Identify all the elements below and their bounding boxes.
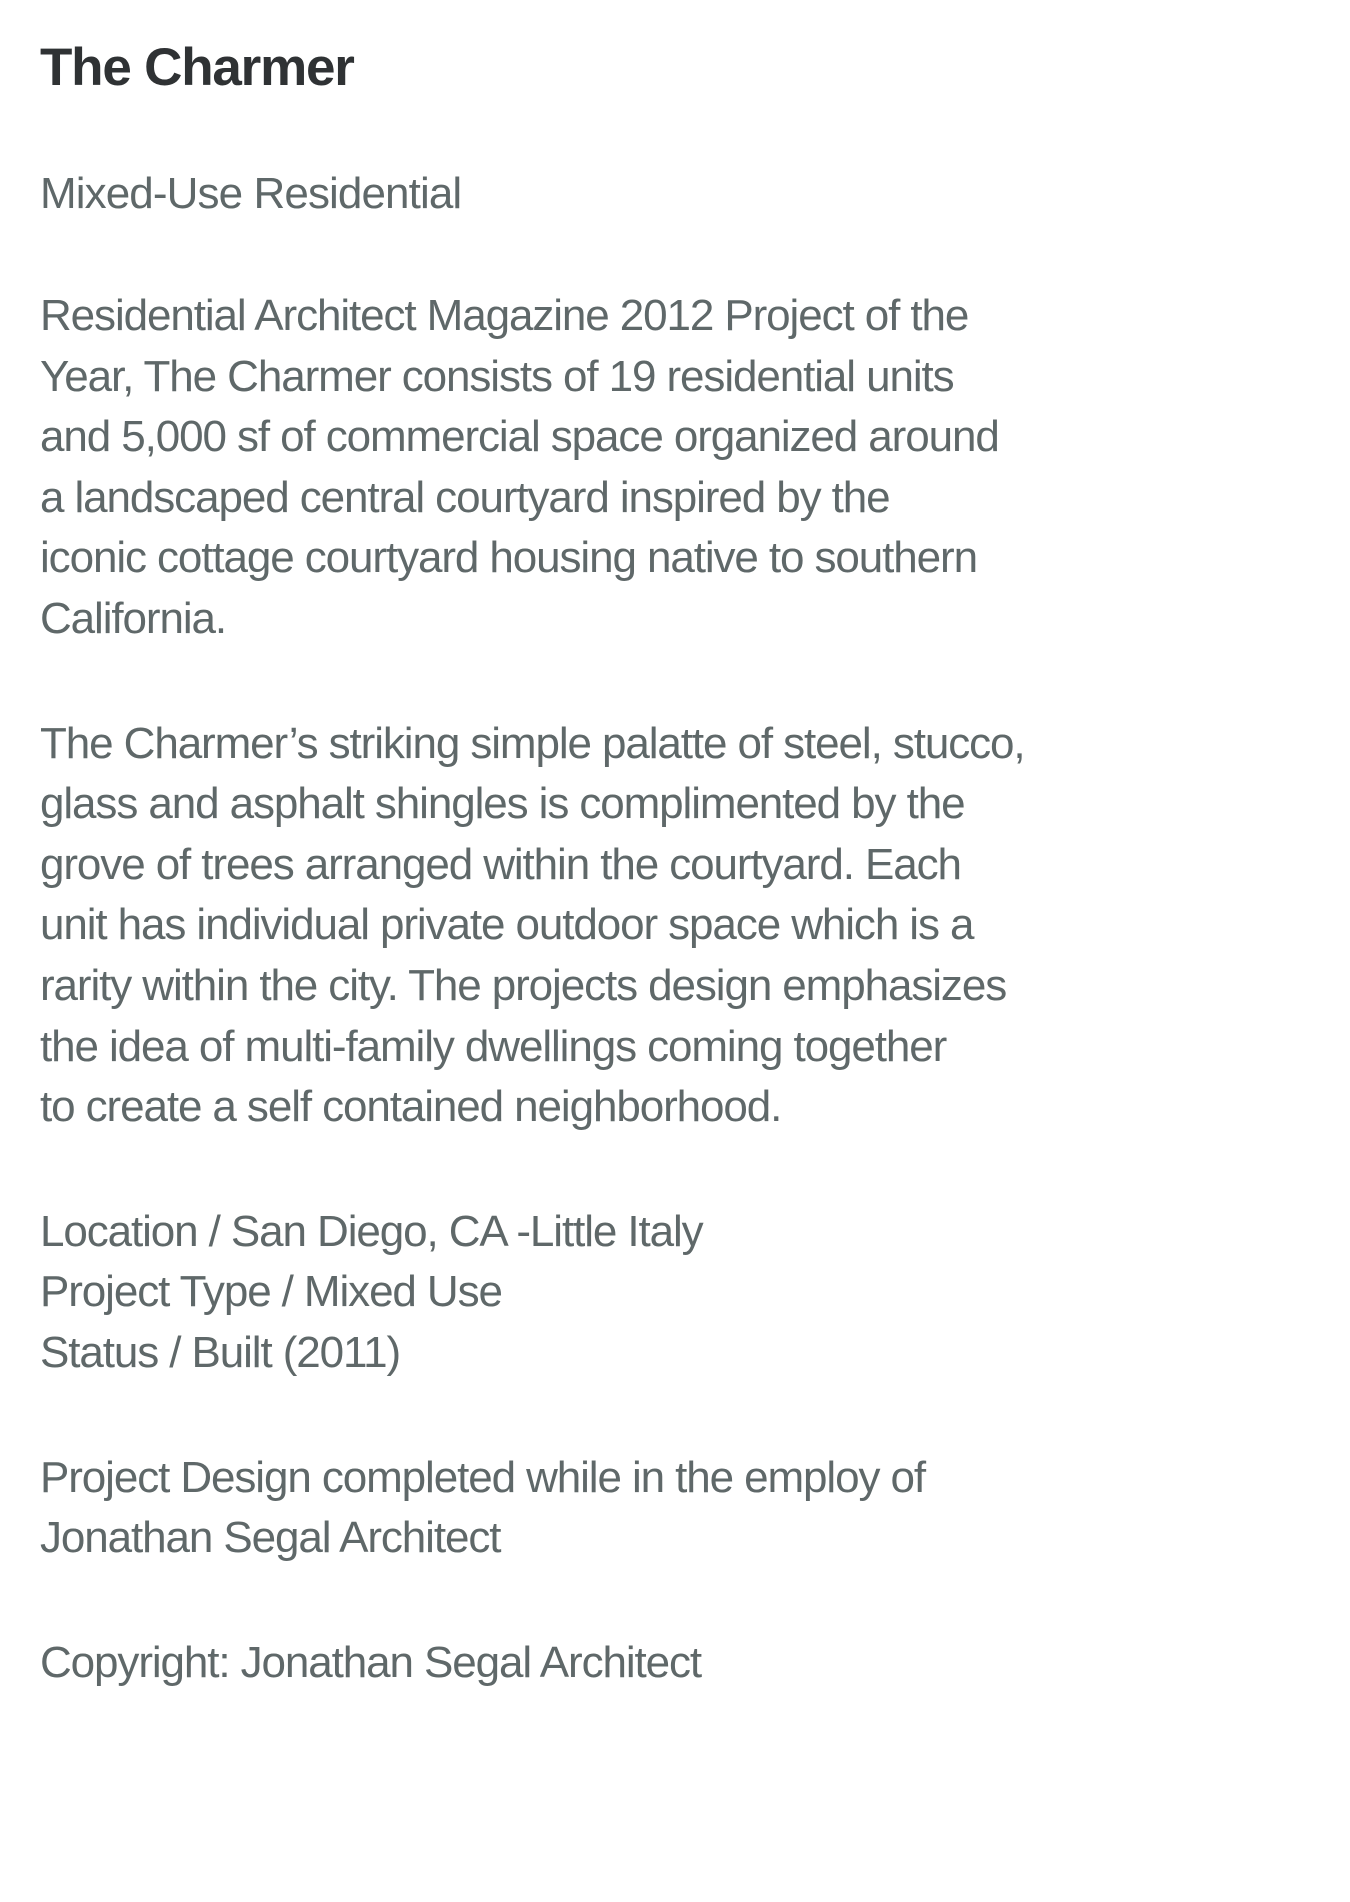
status-detail: Status / Built (2011) <box>40 1327 401 1377</box>
text-line: rarity within the city. The projects design emphasizes <box>40 960 1007 1010</box>
description-paragraph-2 <box>40 714 1100 1138</box>
text-line: glass and asphalt shingles is complimented by the <box>40 779 965 829</box>
text-line: Residential Architect Magazine 2012 Project of the <box>40 291 969 340</box>
project-type-detail: Project Type / Mixed Use <box>40 1267 502 1317</box>
text-line: the idea of multi-family dwellings coming together <box>40 1021 947 1071</box>
text-line: a landscaped central courtyard inspired by the <box>40 472 890 522</box>
text-line: grove of trees arranged within the courtyard. Each <box>40 839 961 889</box>
project-sheet <box>40 34 1100 1693</box>
text-line: to create a self contained neighborhood. <box>40 1082 782 1132</box>
text-line: California. <box>40 593 226 643</box>
project-category: Mixed-Use Residential <box>40 169 462 218</box>
text-line: and 5,000 sf of commercial space organized around <box>40 412 999 462</box>
project-title: The Charmer <box>40 38 354 97</box>
text-line: Year, The Charmer consists of 19 residential units <box>40 351 954 401</box>
text-line: iconic cottage courtyard housing native to southern <box>40 533 977 583</box>
text-line: The Charmer’s striking simple palatte of steel, stucco, <box>40 718 1025 768</box>
description-paragraph-1 <box>40 286 1100 650</box>
text-line: Jonathan Segal Architect <box>40 1513 501 1563</box>
text-line: unit has individual private outdoor space which is a <box>40 900 974 950</box>
text-line: Project Design completed while in the employ of <box>40 1452 925 1502</box>
design-credit <box>40 1448 1100 1569</box>
project-details <box>40 1202 1100 1384</box>
copyright-notice <box>40 1633 1100 1694</box>
location-detail: Location / San Diego, CA -Little Italy <box>40 1206 703 1256</box>
copyright-text: Copyright: Jonathan Segal Architect <box>40 1637 702 1687</box>
